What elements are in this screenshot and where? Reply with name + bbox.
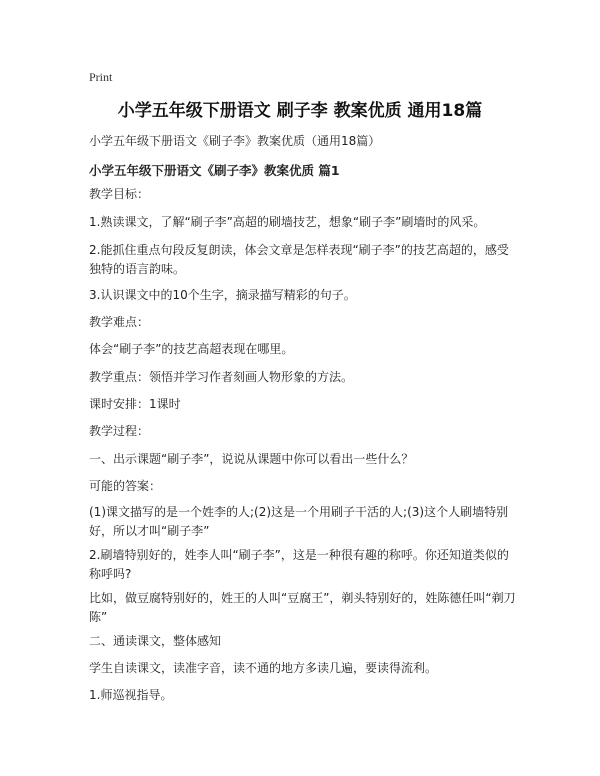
paragraph-process-label: 教学过程： — [89, 424, 150, 438]
document-subtitle: 小学五年级下册语文《刷子李》教案优质（通用18篇） — [89, 134, 381, 148]
paragraph-nickname: 2.刷墙特别好的，姓李人叫“刷子李”，这是一种很有趣的称呼。你还知道类似的称呼吗? — [89, 548, 509, 581]
paragraph-self-reading: 学生自读课文，读准字音，读不通的地方多读几遍，要读得流利。 — [89, 661, 438, 675]
section-heading: 小学五年级下册语文《刷子李》教案优质 篇1 — [89, 163, 340, 178]
paragraph-goal-3: 3.认识课文中的10个生字，摘录描写精彩的句子。 — [89, 288, 356, 302]
paragraph-difficulty-label: 教学难点： — [89, 315, 150, 329]
paragraph-schedule: 课时安排：1课时 — [89, 397, 181, 411]
paragraph-key-point: 教学重点：领悟并学习作者刻画人物形象的方法。 — [89, 370, 354, 384]
paragraph-examples: 比如，做豆腐特别好的，姓王的人叫“豆腐王”，剃头特别好的，姓陈德任叫“剃刀陈” — [89, 591, 516, 624]
paragraph-goal-1: 1.熟读课文，了解“刷子李”高超的刷墙技艺，想象“刷子李”刷墙时的风采。 — [89, 215, 486, 229]
print-link[interactable]: Print — [89, 70, 113, 84]
paragraph-step-1: 一、出示课题“刷子李”，说说从课题中你可以看出一些什么？ — [89, 452, 414, 466]
page-title: 小学五年级下册语文 刷子李 教案优质 通用18篇 — [117, 101, 483, 121]
paragraph-goal-2: 2.能抓住重点句段反复朗读，体会文章是怎样表现“刷子李”的技艺高超的，感受独特的语言韵味。 — [89, 243, 509, 276]
paragraph-step-2: 二、通读课文，整体感知 — [89, 634, 222, 648]
paragraph-difficulty: 体会“刷子李”的技艺高超表现在哪里。 — [89, 342, 294, 356]
paragraph-teaching-goals-label: 教学目标： — [89, 187, 150, 201]
paragraph-possible-answers-label: 可能的答案： — [89, 479, 162, 493]
paragraph-possible-answers: (1)课文描写的是一个姓李的人;(2)这是一个用刷子干活的人;(3)这个人刷墙特别好，所以才叫“刷子李” — [89, 505, 509, 538]
paragraph-teacher-guidance: 1.师巡视指导。 — [89, 688, 173, 702]
